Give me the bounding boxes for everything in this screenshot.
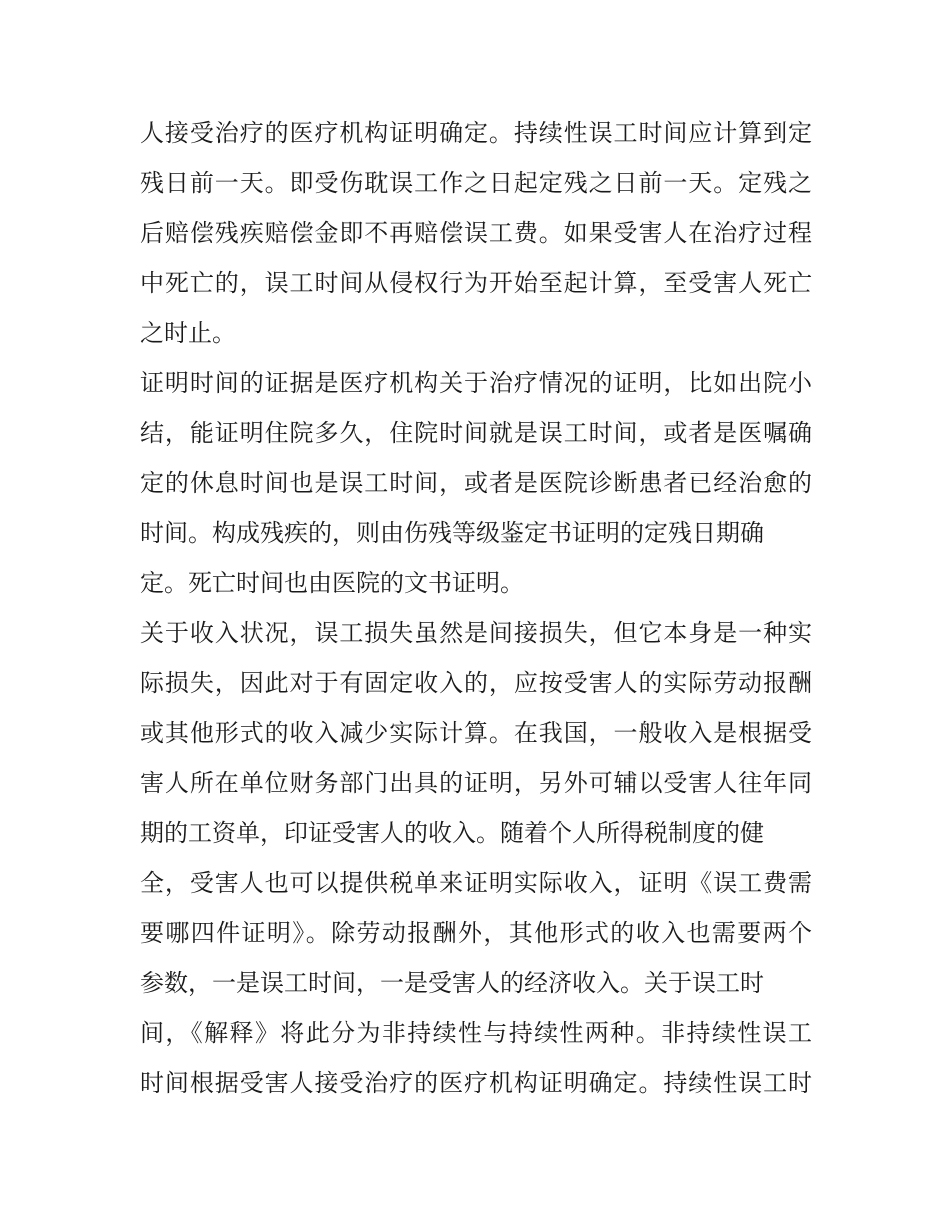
text-line: 要哪四件证明》。除劳动报酬外，其他形式的收入也需要两个 [140, 919, 812, 947]
text-line: 中死亡的，误工时间从侵权行为开始至起计算，至受害人死亡 [140, 269, 812, 297]
text-line: 或其他形式的收入减少实际计算。在我国，一般收入是根据受 [140, 719, 812, 747]
text-line: 时间根据受害人接受治疗的医疗机构证明确定。持续性误工时 [140, 1069, 812, 1097]
text-line: 定。死亡时间也由医院的文书证明。 [140, 569, 524, 597]
text-line: 证明时间的证据是医疗机构关于治疗情况的证明，比如出院小 [140, 369, 812, 397]
text-line: 期的工资单，印证受害人的收入。随着个人所得税制度的健 [140, 819, 764, 847]
text-line: 结，能证明住院多久，住院时间就是误工时间，或者是医嘱确 [140, 419, 812, 447]
text-line: 人接受治疗的医疗机构证明确定。持续性误工时间应计算到定 [140, 119, 812, 147]
text-line: 间，《解释》将此分为非持续性与持续性两种。非持续性误工 [140, 1019, 812, 1047]
text-line: 关于收入状况，误工损失虽然是间接损失，但它本身是一种实 [140, 619, 812, 647]
text-line: 际损失，因此对于有固定收入的，应按受害人的实际劳动报酬 [140, 669, 812, 697]
text-line: 害人所在单位财务部门出具的证明，另外可辅以受害人往年同 [140, 769, 812, 797]
paragraph-3 [140, 608, 812, 1108]
paragraph-1 [140, 108, 812, 358]
text-line: 之时止。 [140, 319, 236, 347]
text-line: 参数，一是误工时间，一是受害人的经济收入。关于误工时 [140, 969, 764, 997]
document-body [140, 108, 812, 1108]
text-line: 残日前一天。即受伤耽误工作之日起定残之日前一天。定残之 [140, 169, 812, 197]
text-line: 时间。构成残疾的，则由伤残等级鉴定书证明的定残日期确 [140, 519, 764, 547]
text-line: 全，受害人也可以提供税单来证明实际收入，证明《误工费需 [140, 869, 812, 897]
text-line: 后赔偿残疾赔偿金即不再赔偿误工费。如果受害人在治疗过程 [140, 219, 812, 247]
text-line: 定的休息时间也是误工时间，或者是医院诊断患者已经治愈的 [140, 469, 812, 497]
paragraph-2 [140, 358, 812, 608]
